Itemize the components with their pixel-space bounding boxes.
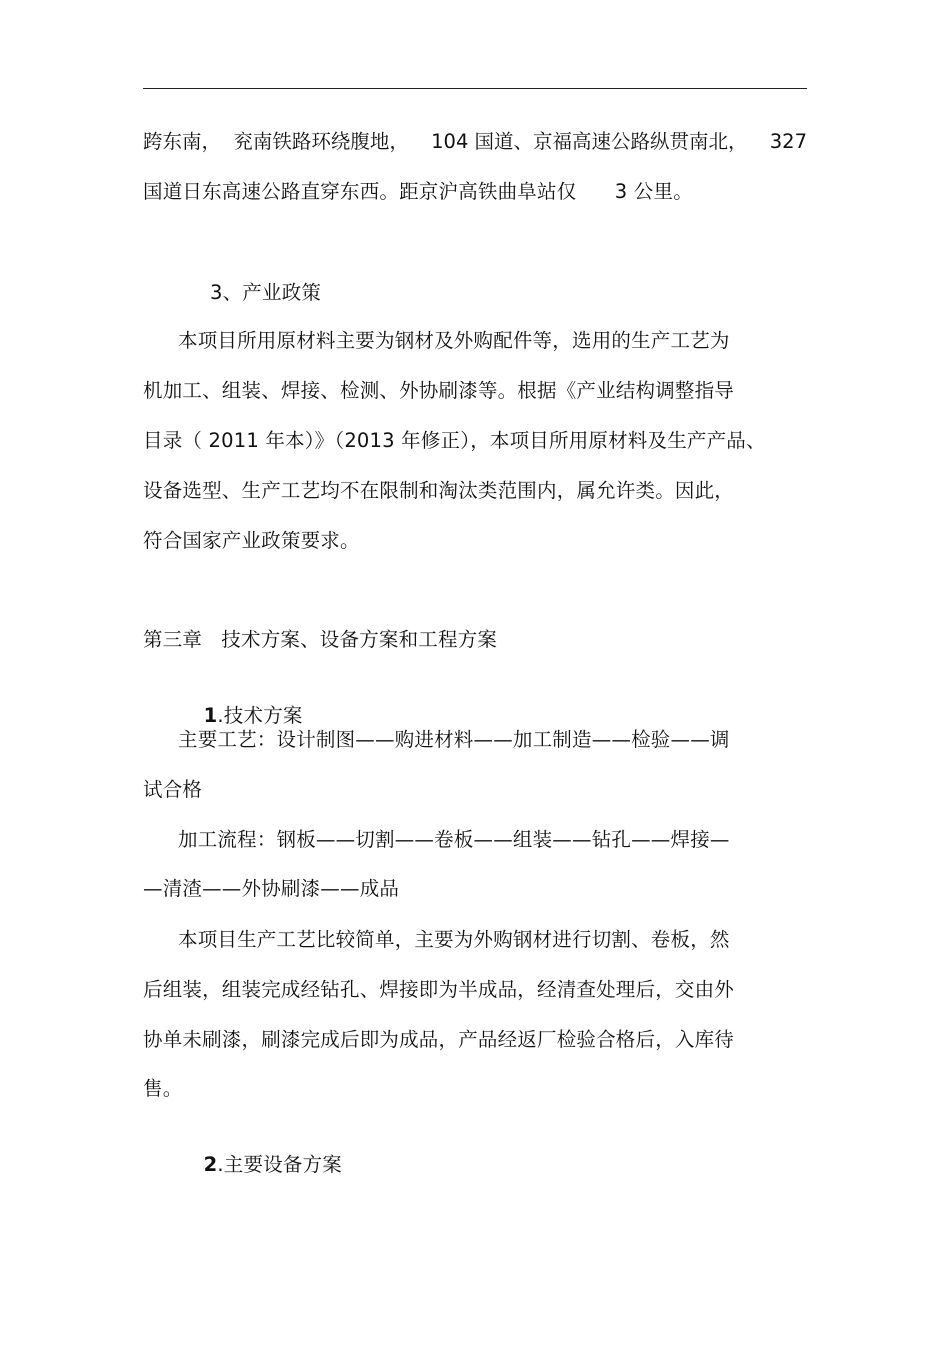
paragraph-line: 试合格 — [143, 778, 203, 801]
paragraph-line: 售。 — [143, 1077, 183, 1100]
heading-text: .技术方案 — [217, 704, 303, 727]
paragraph-line: 加工流程：钢板——切割——卷板——组装——钻孔——焊接— — [178, 828, 730, 851]
heading-number: 2 — [203, 1153, 218, 1176]
paragraph-line: 后组装，组装完成经钻孔、焊接即为半成品，经清查处理后，交由外 — [143, 978, 735, 1001]
chapter-heading: 第三章 技术方案、设备方案和工程方案 — [143, 628, 498, 651]
paragraph-line: 主要工艺：设计制图——购进材料——加工制造——检验——调 — [178, 728, 730, 751]
paragraph-line — [143, 129, 807, 155]
heading-number: 1 — [203, 704, 218, 727]
text-segment: 327 — [769, 130, 807, 153]
text-segment: 跨东南， 兖南铁路环绕腹地， — [143, 130, 409, 153]
paragraph-line: 协单未刷漆，刷漆完成后即为成品，产品经返厂检验合格后，入库待 — [143, 1028, 735, 1051]
paragraph-line: 机加工、组装、焊接、检测、外协刷漆等。根据《产业结构调整指导 — [143, 379, 735, 402]
text-segment: 104 国道、京福高速公路纵贯南北， — [431, 130, 748, 153]
paragraph-line: 国道日东高速公路直穿东西。距京沪高铁曲阜站仅 3 公里。 — [143, 180, 693, 203]
heading-text: .主要设备方案 — [217, 1153, 342, 1176]
header-rule — [143, 88, 807, 89]
paragraph-line: 目录（ 2011 年本）》（2013 年修正），本项目所用原材料及生产产品、 — [143, 429, 766, 452]
paragraph-line: —清渣——外协刷漆——成品 — [143, 877, 400, 900]
paragraph-line: 本项目所用原材料主要为钢材及外购配件等，选用的生产工艺为 — [178, 329, 730, 352]
paragraph-line: 符合国家产业政策要求。 — [143, 529, 360, 552]
section-heading: 3、产业政策 — [210, 281, 322, 304]
subsection-heading — [178, 1126, 342, 1204]
paragraph-line: 设备选型、生产工艺均不在限制和淘汰类范围内，属允许类。因此， — [143, 479, 735, 502]
paragraph-line: 本项目生产工艺比较简单，主要为外购钢材进行切割、卷板，然 — [178, 928, 730, 951]
